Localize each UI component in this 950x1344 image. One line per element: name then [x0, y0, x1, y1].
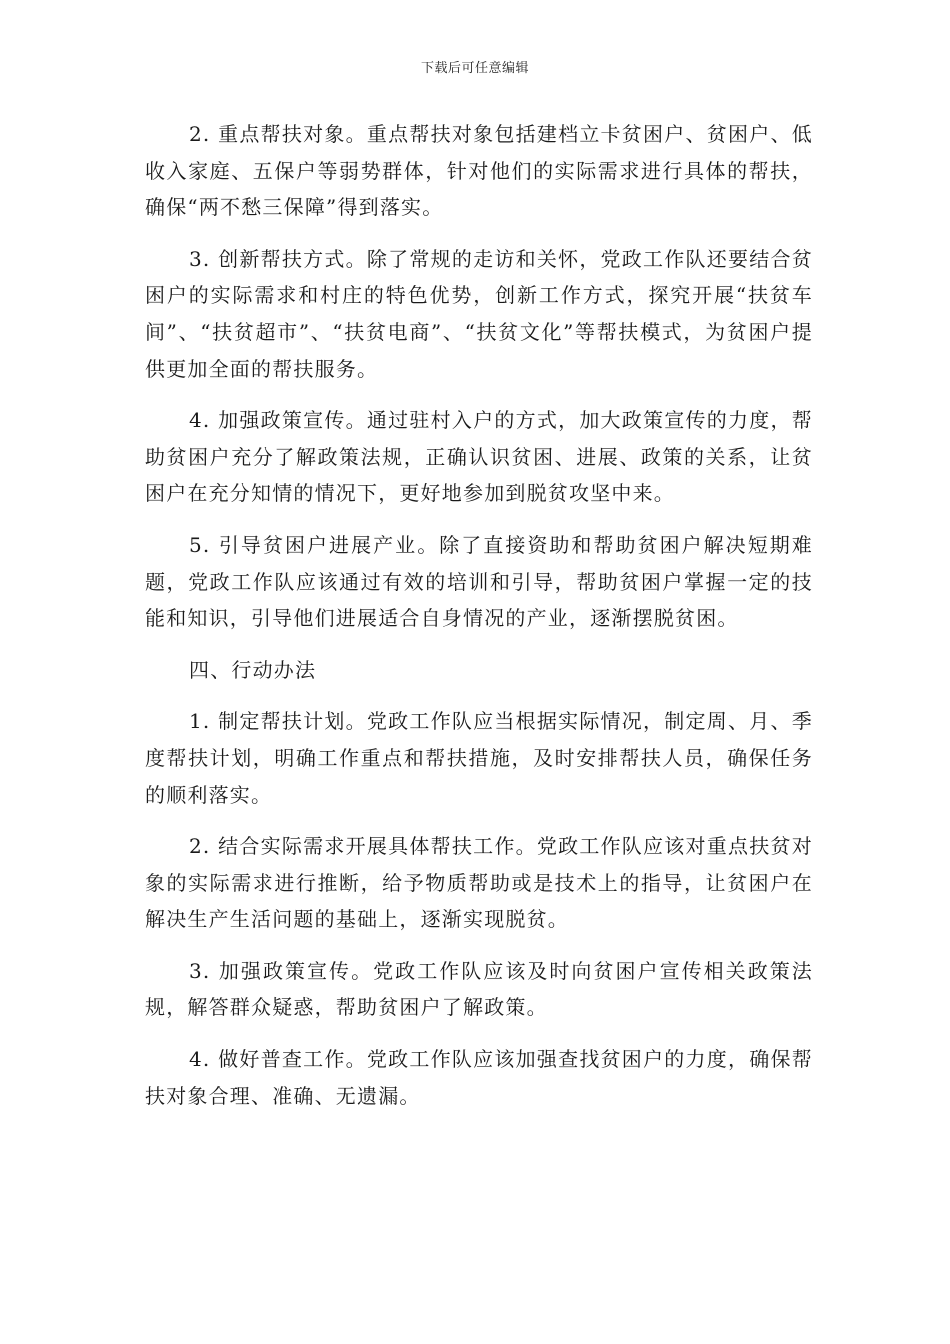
- paragraph-support-targets: 2. 重点帮扶对象。重点帮扶对象包括建档立卡贫困户、贫困户、低收入家庭、五保户等弱势群体，针对他们的实际需求进行具体的帮扶，确保“两不愁三保障”得到落实。: [145, 122, 813, 220]
- paragraph-make-plan: 1. 制定帮扶计划。党政工作队应当根据实际情况，制定周、月、季度帮扶计划，明确工作重点和帮扶措施，及时安排帮扶人员，确保任务的顺利落实。: [145, 709, 813, 807]
- paragraph-survey-work: 4. 做好普查工作。党政工作队应该加强查找贫困户的力度，确保帮扶对象合理、准确、无遗漏。: [145, 1047, 813, 1108]
- paragraph-strengthen-publicity: 3. 加强政策宣传。党政工作队应该及时向贫困户宣传相关政策法规，解答群众疑惑，帮助贫困户了解政策。: [145, 958, 813, 1020]
- section-heading-action-methods: 四、行动办法: [189, 657, 317, 682]
- paragraph-specific-support: 2. 结合实际需求开展具体帮扶工作。党政工作队应该对重点扶贫对象的实际需求进行推断，给予物质帮助或是技术上的指导，让贫困户在解决生产生活问题的基础上，逐渐实现脱贫。: [145, 834, 813, 932]
- document-body: [145, 116, 813, 1129]
- paragraph-innovate-methods: 3. 创新帮扶方式。除了常规的走访和关怀，党政工作队还要结合贫困户的实际需求和村庄的特色优势，创新工作方式，探究开展“扶贫车间”、“扶贫超市”、“扶贫电商”、“扶贫文化”等帮扶模式，为贫困户提供更加全面的帮扶服务。: [145, 246, 813, 381]
- paragraph-policy-publicity: 4. 加强政策宣传。通过驻村入户的方式，加大政策宣传的力度，帮助贫困户充分了解政策法规，正确认识贫困、进展、政策的关系，让贫困户在充分知情的情况下，更好地参加到脱贫攻坚中来。: [145, 408, 813, 506]
- paragraph-guide-industry: 5. 引导贫困户进展产业。除了直接资助和帮助贫困户解决短期难题，党政工作队应该通过有效的培训和引导，帮助贫困户掌握一定的技能和知识，引导他们进展适合自身情况的产业，逐渐摆脱贫困。: [145, 532, 813, 631]
- page-header: 下载后可任意编辑: [420, 61, 529, 76]
